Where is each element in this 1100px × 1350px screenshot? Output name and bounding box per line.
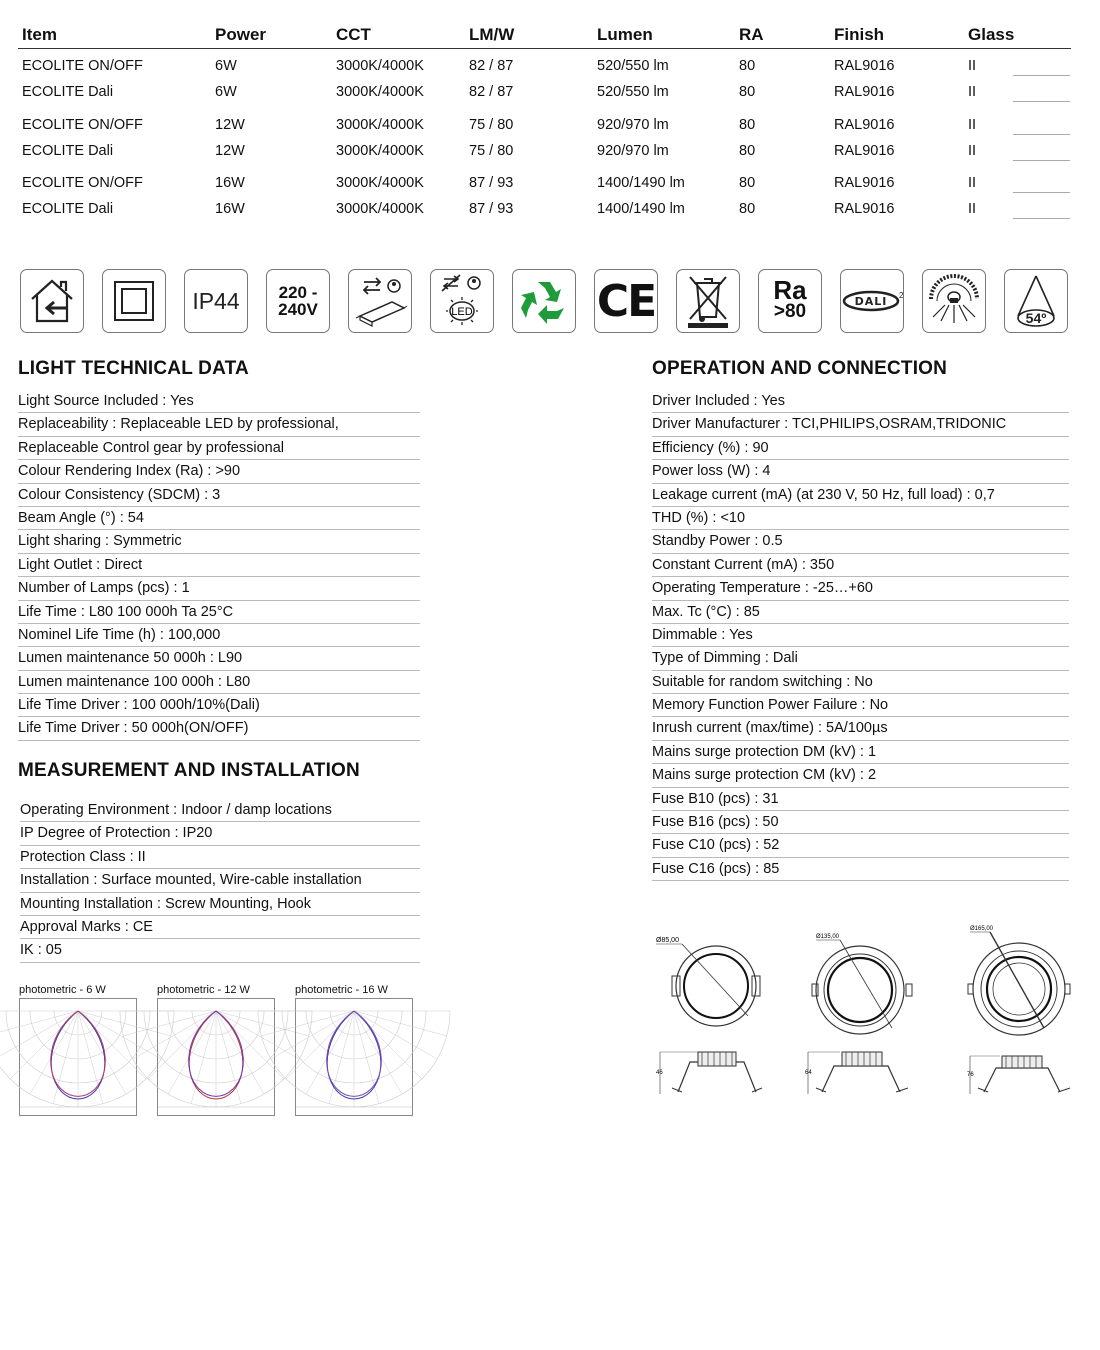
spec-line: Driver Included : Yes — [652, 390, 1069, 413]
spec-line: Memory Function Power Failure : No — [652, 694, 1069, 717]
recycle-icon — [512, 269, 576, 333]
spec-line: Light sharing : Symmetric — [18, 530, 420, 553]
spec-line: Fuse C10 (pcs) : 52 — [652, 834, 1069, 857]
cell-ra: 80 — [739, 84, 756, 100]
cell-ra: 80 — [739, 201, 756, 217]
spec-line: Nominel Life Time (h) : 100,000 — [18, 624, 420, 647]
photometric-16w: photometric - 16 W — [295, 984, 415, 1116]
spec-line: Replaceable Control gear by professional — [18, 437, 420, 460]
beam-angle-icon — [1004, 269, 1068, 333]
spec-line: IK : 05 — [20, 939, 420, 962]
svg-text:76: 76 — [967, 1072, 974, 1078]
cell-cct: 3000K/4000K — [336, 175, 424, 191]
glass-blank-line — [1013, 75, 1070, 76]
cell-finish: RAL9016 — [834, 143, 895, 159]
cell-item: ECOLITE Dali — [22, 143, 114, 159]
cell-lmw: 87 / 93 — [469, 201, 514, 217]
spec-line: Beam Angle (°) : 54 — [18, 507, 420, 530]
cell-lumen: 1400/1490 lm — [597, 175, 685, 191]
ce-mark: CE — [594, 269, 658, 333]
replaceable-driver-icon — [348, 269, 412, 333]
spec-line: Fuse C16 (pcs) : 85 — [652, 858, 1069, 881]
svg-text:46: 46 — [656, 1070, 663, 1076]
cell-ra: 80 — [739, 117, 756, 133]
cell-cct: 3000K/4000K — [336, 117, 424, 133]
photometric-12w: photometric - 12 W — [157, 984, 277, 1116]
spec-line: Replaceability : Replaceable LED by professional, — [18, 413, 420, 436]
spec-line: Life Time Driver : 100 000h/10%(Dali) — [18, 694, 420, 717]
spec-line: Operating Environment : Indoor / damp locations — [20, 799, 420, 822]
svg-text:Ø85,00: Ø85,00 — [656, 937, 679, 944]
spec-line: Life Time Driver : 50 000h(ON/OFF) — [18, 717, 420, 740]
cell-power: 6W — [215, 84, 237, 100]
spec-line: THD (%) : <10 — [652, 507, 1069, 530]
header-ra: RA — [739, 25, 764, 44]
sensor-icon — [922, 269, 986, 333]
indoor-house-icon — [20, 269, 84, 333]
cell-lumen: 920/970 lm — [597, 117, 669, 133]
cell-finish: RAL9016 — [834, 201, 895, 217]
cell-lmw: 82 / 87 — [469, 84, 514, 100]
cell-cct: 3000K/4000K — [336, 84, 424, 100]
cell-lmw: 75 / 80 — [469, 117, 514, 133]
spec-line: Mains surge protection CM (kV) : 2 — [652, 764, 1069, 787]
glass-blank-line — [1013, 134, 1070, 135]
cell-lmw: 75 / 80 — [469, 143, 514, 159]
cell-cct: 3000K/4000K — [336, 58, 424, 74]
cell-ra: 80 — [739, 175, 756, 191]
spec-line: Approval Marks : CE — [20, 916, 420, 939]
spec-line: Colour Rendering Index (Ra) : >90 — [18, 460, 420, 483]
cell-finish: RAL9016 — [834, 58, 895, 74]
svg-text:Ø165,00: Ø165,00 — [970, 926, 994, 932]
spec-line: Mains surge protection DM (kV) : 1 — [652, 741, 1069, 764]
svg-text:64: 64 — [805, 1070, 812, 1076]
cell-glass: II — [968, 201, 977, 217]
spec-line: Operating Temperature : -25…+60 — [652, 577, 1069, 600]
spec-line: Fuse B10 (pcs) : 31 — [652, 788, 1069, 811]
certification-icons — [20, 269, 1072, 335]
cell-power: 6W — [215, 58, 237, 74]
dimension-drawing-12w — [800, 928, 920, 1103]
light-technical-title: LIGHT TECHNICAL DATA — [18, 358, 249, 379]
cell-finish: RAL9016 — [834, 117, 895, 133]
weee-bin-icon — [676, 269, 740, 333]
photometric-6w: photometric - 6 W — [19, 984, 139, 1116]
svg-text:2: 2 — [899, 291, 904, 300]
header-power: Power — [215, 25, 267, 44]
spec-line: Light Outlet : Direct — [18, 554, 420, 577]
spec-line: Fuse B16 (pcs) : 50 — [652, 811, 1069, 834]
cell-glass: II — [968, 143, 977, 159]
cell-finish: RAL9016 — [834, 175, 895, 191]
header-item: Item — [22, 25, 57, 44]
cell-cct: 3000K/4000K — [336, 201, 424, 217]
table-row — [18, 196, 1071, 222]
svg-text:Ø135,00: Ø135,00 — [816, 934, 840, 940]
header-lmw: LM/W — [469, 25, 515, 44]
cell-lumen: 920/970 lm — [597, 143, 669, 159]
spec-line: Constant Current (mA) : 350 — [652, 554, 1069, 577]
measurement-list — [20, 799, 420, 963]
cell-glass: II — [968, 175, 977, 191]
cell-item: ECOLITE Dali — [22, 201, 114, 217]
spec-line: Light Source Included : Yes — [18, 390, 420, 413]
spec-line: Type of Dimming : Dali — [652, 647, 1069, 670]
cell-power: 16W — [215, 201, 245, 217]
spec-line: Efficiency (%) : 90 — [652, 437, 1069, 460]
spec-line: Lumen maintenance 100 000h : L80 — [18, 671, 420, 694]
photometric-diagram — [295, 998, 413, 1116]
measurement-title: MEASUREMENT AND INSTALLATION — [18, 760, 360, 781]
cell-item: ECOLITE Dali — [22, 84, 114, 100]
cell-cct: 3000K/4000K — [336, 143, 424, 159]
cell-lmw: 82 / 87 — [469, 58, 514, 74]
table-row — [18, 112, 1071, 138]
header-finish: Finish — [834, 25, 885, 44]
spec-line: Driver Manufacturer : TCI,PHILIPS,OSRAM,TRIDONIC — [652, 413, 1069, 436]
dimension-drawing-6w — [652, 928, 772, 1103]
replaceable-led-icon — [430, 269, 494, 333]
table-row — [18, 53, 1071, 79]
spec-line: Colour Consistency (SDCM) : 3 — [18, 484, 420, 507]
spec-line: Dimmable : Yes — [652, 624, 1069, 647]
cell-glass: II — [968, 117, 977, 133]
operation-list — [652, 390, 1069, 881]
cell-item: ECOLITE ON/OFF — [22, 117, 143, 133]
cell-finish: RAL9016 — [834, 84, 895, 100]
voltage-badge: 220 - 240V — [266, 269, 330, 333]
header-cct: CCT — [336, 25, 371, 44]
cell-item: ECOLITE ON/OFF — [22, 58, 143, 74]
cell-ra: 80 — [739, 58, 756, 74]
light-technical-list — [18, 390, 420, 741]
spec-line: Max. Tc (°C) : 85 — [652, 601, 1069, 624]
cell-lumen: 520/550 lm — [597, 58, 669, 74]
header-glass: Glass — [968, 25, 1015, 44]
cell-lumen: 520/550 lm — [597, 84, 669, 100]
cell-ra: 80 — [739, 143, 756, 159]
dali-icon — [840, 269, 904, 333]
table-header — [18, 22, 1071, 49]
glass-blank-line — [1013, 160, 1070, 161]
photometric-diagram — [19, 998, 137, 1116]
spec-line: Mounting Installation : Screw Mounting, Hook — [20, 893, 420, 916]
spec-line: Installation : Surface mounted, Wire-cable installation — [20, 869, 420, 892]
header-lumen: Lumen — [597, 25, 653, 44]
cell-glass: II — [968, 84, 977, 100]
cell-lumen: 1400/1490 lm — [597, 201, 685, 217]
spec-line: Standby Power : 0.5 — [652, 530, 1069, 553]
table-row — [18, 79, 1071, 105]
product-table — [18, 22, 1071, 222]
cell-glass: II — [968, 58, 977, 74]
table-row — [18, 138, 1071, 164]
table-row — [18, 170, 1071, 196]
spec-line: Protection Class : II — [20, 846, 420, 869]
spec-line: IP Degree of Protection : IP20 — [20, 822, 420, 845]
cell-item: ECOLITE ON/OFF — [22, 175, 143, 191]
operation-title: OPERATION AND CONNECTION — [652, 358, 948, 379]
svg-text:54º: 54º — [1025, 310, 1047, 326]
spec-line: Suitable for random switching : No — [652, 671, 1069, 694]
glass-blank-line — [1013, 192, 1070, 193]
spec-line: Leakage current (mA) (at 230 V, 50 Hz, full load) : 0,7 — [652, 484, 1069, 507]
ip44-badge: IP44 — [184, 269, 248, 333]
svg-text:DALI: DALI — [854, 295, 888, 308]
spec-line: Power loss (W) : 4 — [652, 460, 1069, 483]
spec-line: Lumen maintenance 50 000h : L90 — [18, 647, 420, 670]
dimension-drawing-16w — [960, 922, 1080, 1103]
spec-line: Number of Lamps (pcs) : 1 — [18, 577, 420, 600]
glass-blank-line — [1013, 101, 1070, 102]
svg-text:LED: LED — [451, 306, 473, 318]
cell-lmw: 87 / 93 — [469, 175, 514, 191]
cell-power: 12W — [215, 117, 245, 133]
cell-power: 16W — [215, 175, 245, 191]
class-ii-icon — [102, 269, 166, 333]
photometric-diagram — [157, 998, 275, 1116]
glass-blank-line — [1013, 218, 1070, 219]
spec-line: Life Time : L80 100 000h Ta 25°C — [18, 601, 420, 624]
ra-badge: Ra >80 — [758, 269, 822, 333]
cell-power: 12W — [215, 143, 245, 159]
spec-line: Inrush current (max/time) : 5A/100µs — [652, 717, 1069, 740]
